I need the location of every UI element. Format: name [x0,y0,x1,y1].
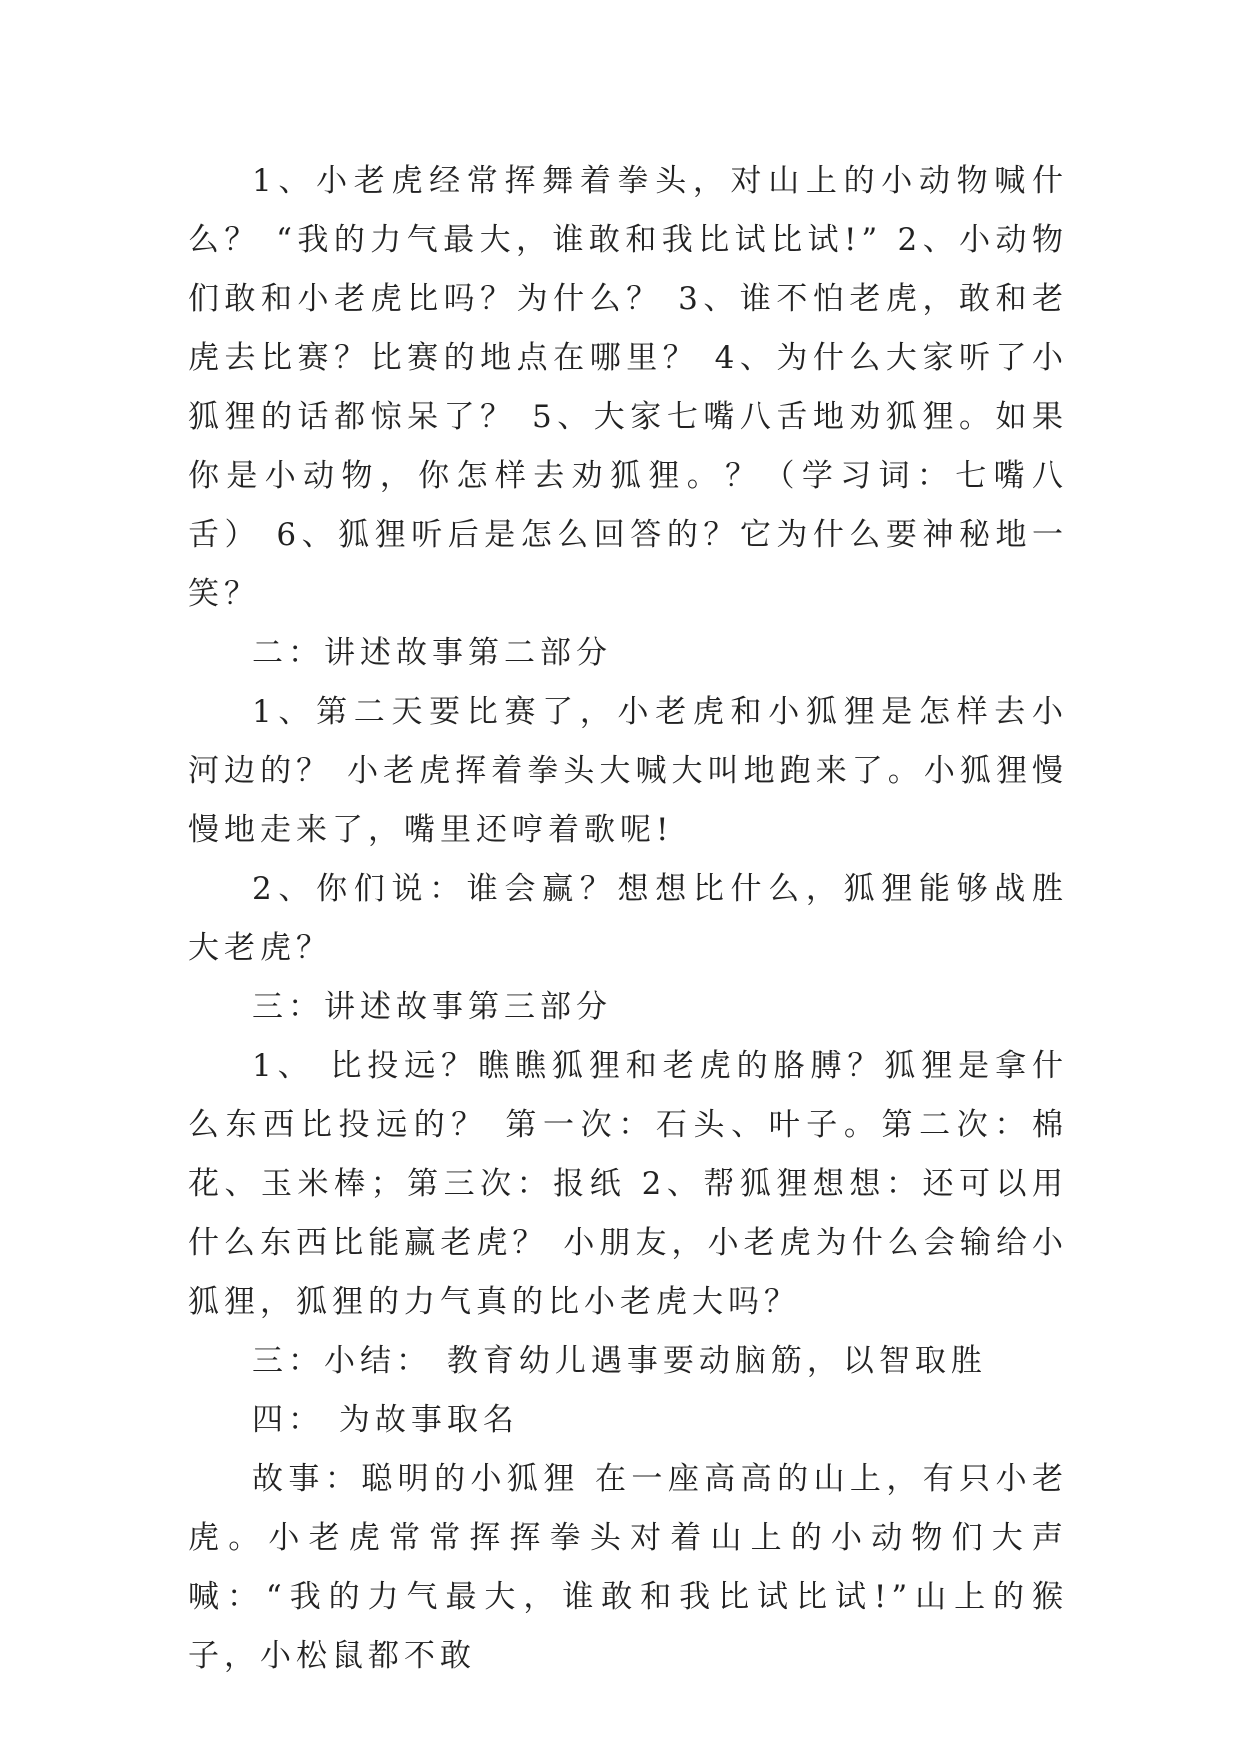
heading-summary: 三：小结： 教育幼儿遇事要动脑筋，以智取胜 [252,1343,987,1379]
document-body [188,152,1068,1686]
paragraph-part-two-question-one: 1、第二天要比赛了，小老虎和小狐狸是怎样去小河边的？ 小老虎挥着拳头大喊大叫地跑来了。小狐狸慢慢地走来了，嘴里还哼着歌呢! [188,694,1068,848]
heading-part-two: 二：讲述故事第二部分 [252,635,612,671]
paragraph-story-text: 故事：聪明的小狐狸 在一座高高的山上，有只小老虎。小老虎常常挥挥拳头对着山上的小动物们大声喊：“我的力气最大，谁敢和我比试比试!”山上的猴子，小松鼠都不敢 [188,1461,1068,1674]
paragraph-questions-part-one: 1、小老虎经常挥舞着拳头，对山上的小动物喊什么？ “我的力气最大，谁敢和我比试比试!” 2、小动物们敢和小老虎比吗？为什么？ 3、谁不怕老虎，敢和老虎去比赛？比赛的地点在哪里？ 4、为什么大家听了小狐狸的话都惊呆了？ 5、大家七嘴八舌地劝狐狸。如果你是小动物，你怎样去劝狐狸。？（学习词：七嘴八舌） 6、狐狸听后是怎么回答的？它为什么要神秘地一笑？ [188,163,1068,612]
paragraph-part-three-questions: 1、 比投远？瞧瞧狐狸和老虎的胳膊？狐狸是拿什么东西比投远的？ 第一次：石头、叶子。第二次：棉花、玉米棒；第三次：报纸 2、帮狐狸想想：还可以用什么东西比能赢老虎？ 小朋友，小老虎为什么会输给小狐狸，狐狸的力气真的比小老虎大吗？ [188,1048,1068,1320]
heading-name-story: 四： 为故事取名 [252,1402,519,1438]
paragraph-part-two-question-two: 2、你们说：谁会赢？想想比什么，狐狸能够战胜大老虎？ [188,871,1068,966]
heading-part-three: 三：讲述故事第三部分 [252,989,612,1025]
